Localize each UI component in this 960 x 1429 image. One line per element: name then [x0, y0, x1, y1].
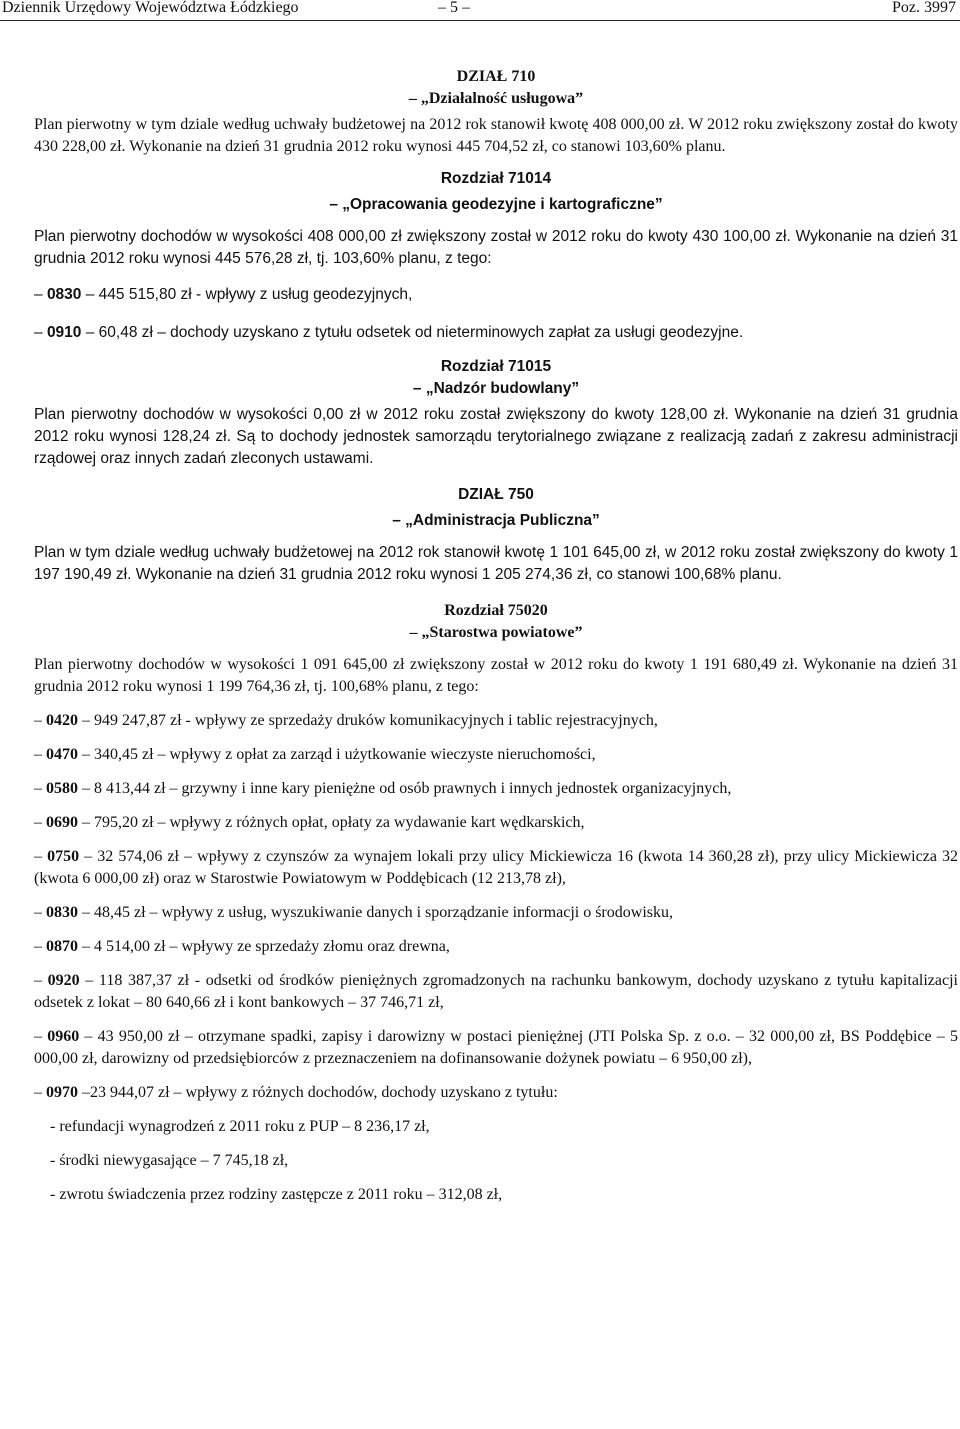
list-item: – 0580 – 8 413,44 zł – grzywny i inne kary pieniężne od osób prawnych i innych jednostek organizacyjnych, [34, 780, 732, 797]
chapter-title-75020: Rozdział 75020 [444, 602, 548, 619]
section-subtitle-750: – „Administracja Publiczna” [392, 512, 600, 529]
sub-list-item: - zwrotu świadczenia przez rodziny zastępcze z 2011 roku – 312,08 zł, [50, 1186, 503, 1203]
sub-list-item: - środki niewygasające – 7 745,18 zł, [50, 1152, 289, 1169]
list-item: – 0910 – 60,48 zł – dochody uzyskano z tytułu odsetek od nieterminowych zapłat za usługi geodezyjne. [34, 324, 744, 341]
chapter-text-71014: Plan pierwotny dochodów w wysokości 408 000,00 zł zwiększony został w 2012 roku do kwoty 430 100,00 zł. Wykonanie na dzień 31 grudnia 2012 roku wynosi 445 576,28 zł, tj. 103,60% planu, z tego: [34, 228, 958, 267]
section-title-710: DZIAŁ 710 [456, 68, 536, 85]
section-text-710: Plan pierwotny w tym dziale według uchwały budżetowej na 2012 rok stanowił kwotę 408 000,00 zł. W 2012 roku zwiększony został do kwoty 430 228,00 zł. Wykonanie na dzień 31 grudnia 2012 roku wynosi 445 704,52 zł, co stanowi 103,60% planu. [34, 116, 958, 155]
chapter-text-75020: Plan pierwotny dochodów w wysokości 1 091 645,00 zł zwiększony został w 2012 roku do kwoty 1 191 680,49 zł. Wykonanie na dzień 31 grudnia 2012 roku wynosi 1 199 764,36 zł, tj. 100,68% planu, z tego: [34, 656, 958, 695]
income-list-71014 [34, 282, 958, 346]
position-number: Poz. 3997 [892, 0, 956, 16]
chapter-title-71014: Rozdział 71014 [440, 170, 552, 187]
sub-list-item: - refundacji wynagrodzeń z 2011 roku z PUP – 8 236,17 zł, [50, 1118, 430, 1135]
list-item: – 0750 – 32 574,06 zł – wpływy z czynszów za wynajem lokali przy ulicy Mickiewicza 16 (kwota 14 360,28 zł), przy ulicy Mickiewicza 32 (kwota 6 000,00 zł) oraz w Starostwie Powiatowym w Poddębicach (12 213,78 zł), [34, 848, 959, 887]
list-item: – 0470 – 340,45 zł – wpływy z opłat za zarząd i użytkowanie wieczyste nieruchomości, [34, 746, 596, 763]
chapter-subtitle-71014: – „Opracowania geodezyjne i kartograficzne” [329, 196, 663, 213]
journal-title: Dziennik Urzędowy Województwa Łódzkiego [2, 0, 299, 16]
list-item: – 0970 –23 944,07 zł – wpływy z różnych dochodów, dochody uzyskano z tytułu: [34, 1084, 558, 1101]
chapter-subtitle-75020: – „Starostwa powiatowe” [409, 624, 583, 641]
page-number: – 5 – [438, 0, 470, 16]
page-header [0, 0, 960, 20]
list-item: – 0420 – 949 247,87 zł - wpływy ze sprzedaży druków komunikacyjnych i tablic rejestracyjnych, [34, 712, 658, 729]
list-item: – 0690 – 795,20 zł – wpływy z różnych opłat, opłaty za wydawanie kart wędkarskich, [34, 814, 585, 831]
section-subtitle-710: – „Działalność usługowa” [408, 90, 584, 107]
list-item: – 0830 – 48,45 zł – wpływy z usług, wyszukiwanie danych i sporządzanie informacji o środowisku, [34, 904, 673, 921]
document-body [34, 66, 958, 1206]
income-list-75020 [34, 710, 958, 1206]
section-title-750: DZIAŁ 750 [458, 486, 534, 503]
section-text-750: Plan w tym dziale według uchwały budżetowej na 2012 rok stanowił kwotę 1 101 645,00 zł, w 2012 roku został zwiększony do kwoty 1 197 190,49 zł. Wykonanie na dzień 31 grudnia 2012 roku wynosi 1 205 274,36 zł, co stanowi 100,68% planu. [34, 544, 958, 583]
chapter-text-71015: Plan pierwotny dochodów w wysokości 0,00 zł w 2012 roku został zwiększony do kwoty 128,00 zł. Wykonanie na dzień 31 grudnia 2012 roku wynosi 128,24 zł. Są to dochody jednostek samorządu terytorialnego związane z realizacją zadań z zakresu administracji rządowej oraz innych zadań zleconych ustawami. [34, 406, 958, 467]
list-item: – 0830 – 445 515,80 zł - wpływy z usług geodezyjnych, [34, 286, 413, 303]
list-item: – 0870 – 4 514,00 zł – wpływy ze sprzedaży złomu oraz drewna, [34, 938, 450, 955]
list-item: – 0960 – 43 950,00 zł – otrzymane spadki, zapisy i darowizny w postaci pieniężnej (JTI Polska Sp. z o.o. – 32 000,00 zł, BS Poddębice – 5 000,00 zł, darowizny od przedsiębiorców z przeznaczeniem na dofinansowanie dożynek powiatu – 6 950,00 zł), [34, 1028, 959, 1067]
chapter-title-71015: Rozdział 71015 [440, 358, 552, 375]
list-item: – 0920 – 118 387,37 zł - odsetki od środków pieniężnych zgromadzonych na rachunku bankowym, dochody uzyskano z tytułu kapitalizacji odsetek z lokat – 80 640,66 zł i kont bankowych – 37 746,71 zł, [34, 972, 959, 1011]
header-rule [0, 20, 960, 21]
chapter-subtitle-71015: – „Nadzór budowlany” [412, 380, 580, 397]
